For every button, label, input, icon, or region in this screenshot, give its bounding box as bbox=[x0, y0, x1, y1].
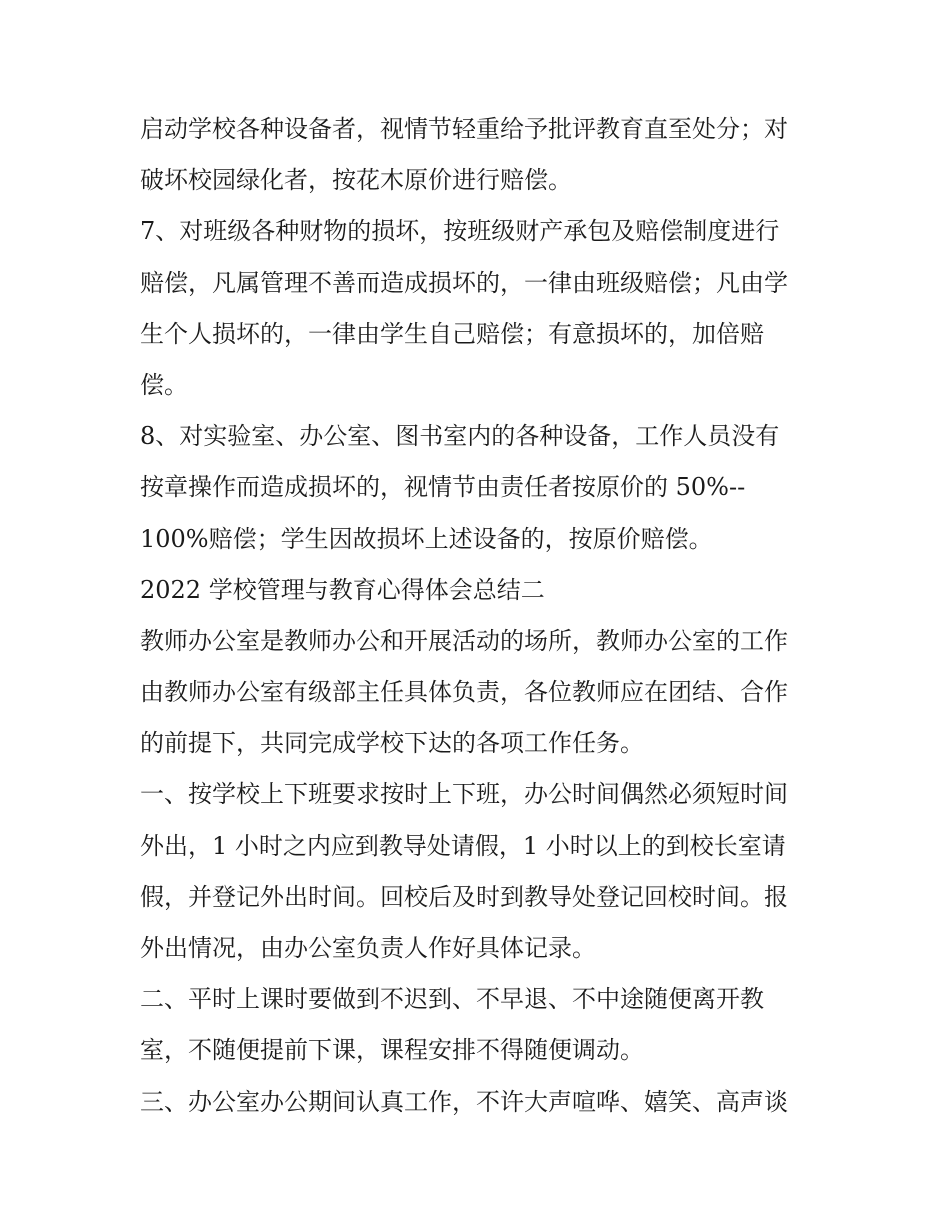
document-body bbox=[140, 104, 820, 1128]
text-line: 100%赔偿；学生因故损坏上述设备的，按原价赔偿。 bbox=[140, 524, 713, 553]
text-line: 外出，1 小时之内应到教导处请假，1 小时以上的到校长室请 bbox=[140, 831, 786, 860]
text-line: 由教师办公室有级部主任具体负责，各位教师应在团结、合作 bbox=[140, 678, 788, 707]
section-heading: 2022 学校管理与教育心得体会总结二 bbox=[140, 575, 545, 604]
text-line: 外出情况，由办公室负责人作好具体记录。 bbox=[140, 934, 596, 962]
text-line: 7、对班级各种财物的损坏，按班级财产承包及赔偿制度进行 bbox=[140, 217, 780, 246]
text-line: 三、办公室办公期间认真工作，不许大声喧哗、嬉笑、高声谈 bbox=[140, 1087, 788, 1116]
text-line: 教师办公室是教师办公和开展活动的场所，教师办公室的工作 bbox=[140, 626, 788, 655]
text-line: 偿。 bbox=[140, 370, 188, 399]
text-line: 按章操作而造成损坏的，视情节由责任者按原价的 50%-- bbox=[140, 473, 746, 502]
text-line: 的前提下，共同完成学校下达的各项工作任务。 bbox=[140, 729, 644, 758]
text-line: 启动学校各种设备者，视情节轻重给予批评教育直至处分；对 bbox=[140, 115, 788, 143]
text-line: 破坏校园绿化者，按花木原价进行赔偿。 bbox=[140, 166, 572, 195]
text-line: 生个人损坏的，一律由学生自己赔偿；有意损坏的，加倍赔 bbox=[140, 319, 764, 348]
text-line: 一、按学校上下班要求按时上下班，办公时间偶然必须短时间 bbox=[140, 780, 788, 809]
text-line: 室，不随便提前下课，课程安排不得随便调动。 bbox=[140, 1036, 644, 1065]
text-line: 赔偿，凡属管理不善而造成损坏的，一律由班级赔偿；凡由学 bbox=[140, 268, 788, 297]
text-line: 假，并登记外出时间。回校后及时到教导处登记回校时间。报 bbox=[140, 882, 788, 911]
text-line: 8、对实验室、办公室、图书室内的各种设备，工作人员没有 bbox=[140, 422, 780, 451]
text-line: 二、平时上课时要做到不迟到、不早退、不中途随便离开教 bbox=[140, 985, 764, 1014]
